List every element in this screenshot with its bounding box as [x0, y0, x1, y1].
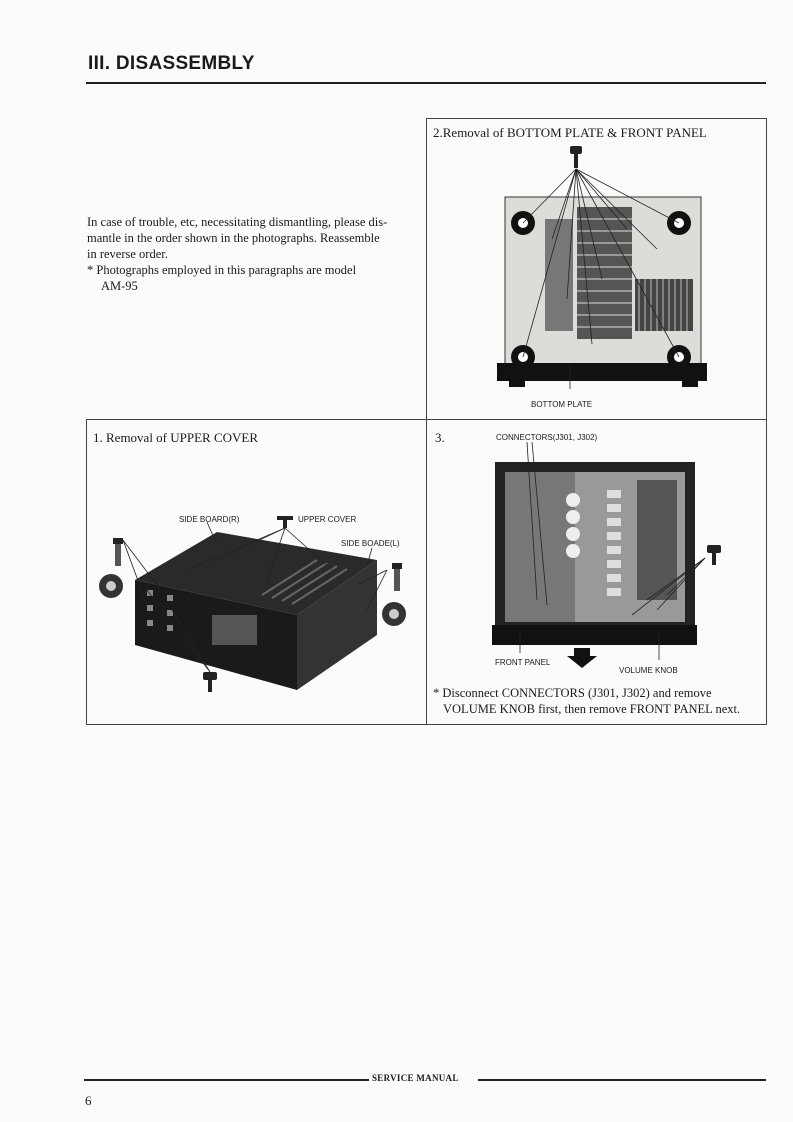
intro-line-3: in reverse order.: [87, 247, 168, 261]
intro-line-1: In case of trouble, etc, necessitating dismantling, please dis-: [87, 215, 388, 229]
intro-note-2: AM-95: [101, 279, 138, 293]
footer-rule-left: [84, 1079, 369, 1081]
connectors-note: [433, 685, 763, 717]
label-side-board-r: SIDE BOARD(R): [179, 515, 240, 524]
label-connectors: CONNECTORS(J301, J302): [496, 433, 598, 442]
intro-text: [87, 214, 409, 294]
connectors-photo: [427, 420, 766, 724]
screw-icon: [277, 516, 293, 528]
label-upper-cover: UPPER COVER: [298, 515, 357, 524]
upper-cover-photo: [87, 420, 426, 724]
washer-icon: [99, 574, 123, 598]
panel-bottom-plate: [426, 118, 767, 420]
footer-text: SERVICE MANUAL: [372, 1073, 459, 1083]
page-number: 6: [85, 1093, 92, 1108]
panel-bottom-title: 2.Removal of BOTTOM PLATE & FRONT PANEL: [433, 125, 707, 140]
screw-icon: [392, 563, 402, 591]
intro-note-1: * Photographs employed in this paragraphs are model: [87, 263, 357, 277]
connectors-note-line-2: VOLUME KNOB first, then remove FRONT PANEL next.: [443, 702, 741, 716]
label-front-panel: FRONT PANEL: [495, 658, 551, 667]
panel-conn-title: 3.: [435, 430, 445, 445]
intro-line-2: mantle in the order shown in the photographs. Reassemble: [87, 231, 380, 245]
footer-rule-right: [478, 1079, 766, 1081]
panel-upper-title: 1. Removal of UPPER COVER: [93, 430, 259, 445]
panel-upper-cover: [86, 419, 427, 725]
screw-icon: [707, 545, 721, 565]
page-heading: III. DISASSEMBLY: [88, 53, 255, 74]
panel-connectors: [426, 419, 767, 725]
label-bottom-plate: BOTTOM PLATE: [531, 400, 593, 409]
screw-icon: [570, 146, 582, 168]
screw-icon: [113, 538, 123, 566]
label-volume-knob: VOLUME KNOB: [619, 666, 678, 675]
connectors-note-line-1: * Disconnect CONNECTORS (J301, J302) and remove: [433, 686, 712, 700]
screw-icon: [203, 672, 217, 692]
heading-rule: [86, 82, 766, 84]
washer-icon: [382, 602, 406, 626]
arrow-down-icon: [567, 648, 597, 668]
label-side-board-l: SIDE BOADE(L): [341, 539, 400, 548]
bottom-plate-photo: [427, 119, 766, 419]
